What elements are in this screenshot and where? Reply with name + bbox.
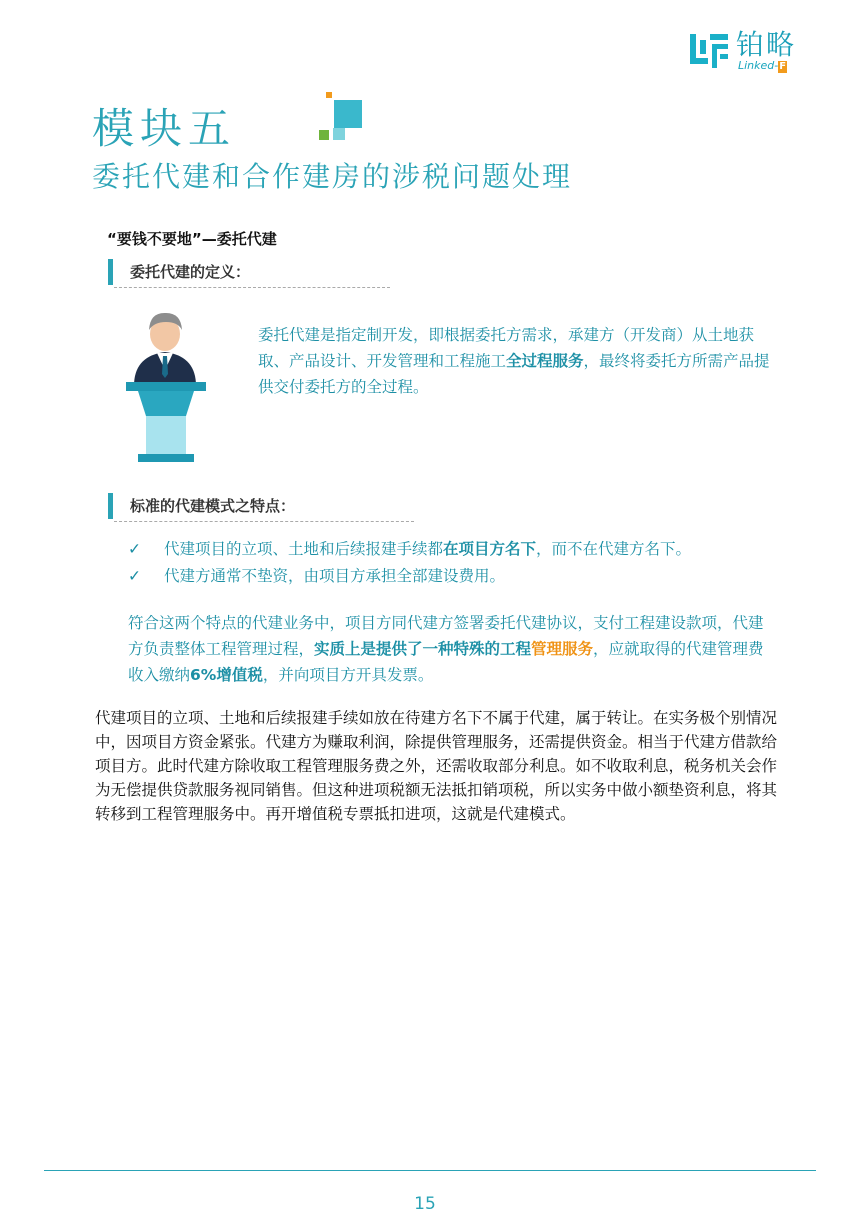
features-heading-text: 标准的代建模式之特点： (130, 497, 296, 515)
features-list (128, 536, 768, 590)
module-title: 模块五 (92, 104, 237, 153)
module-subtitle: 委托代建和合作建房的涉税问题处理 (92, 160, 573, 193)
brand-logo (690, 30, 820, 74)
decor-square-light-teal (333, 128, 345, 140)
definition-heading-text: 委托代建的定义： (130, 263, 251, 281)
section-divider (114, 521, 414, 522)
section-divider (114, 287, 390, 288)
summary-paragraph: 符合这两个特点的代建业务中，项目方同代建方签署委托代建协议，支付工程建设款项，代建方负责整体工程管理过程，实质上是提供了一种特殊的工程管理服务，应就取得的代建管理费收入缴纳6%增值税，并向项目方开具发票。 (128, 614, 764, 684)
list-item: ✓ 代建方通常不垫资，由项目方承担全部建设费用。 (128, 563, 768, 590)
logo-text-en: Linked-F (738, 59, 787, 72)
logo-mark-icon (690, 34, 730, 70)
page-number: 15 (414, 1194, 436, 1214)
decor-square-green (319, 130, 329, 140)
topic-heading: “要钱不要地”—委托代建 (107, 230, 277, 248)
definition-paragraph: 委托代建是指定制开发，即根据委托方需求，承建方（开发商）从土地获取、产品设计、开发管理和工程施工全过程服务，最终将委托方所需产品提供交付委托方的全过程。 (258, 326, 770, 396)
decor-square-orange (326, 92, 332, 98)
check-icon: ✓ (128, 540, 141, 558)
logo-text-cn: 铂略 (736, 28, 797, 61)
list-item: ✓ 代建项目的立项、土地和后续报建手续都在项目方名下，而不在代建方名下。 (128, 536, 768, 563)
presenter-podium-icon (120, 308, 212, 464)
section-bar (108, 493, 113, 519)
check-icon: ✓ (128, 567, 141, 585)
body-paragraph: 代建项目的立项、土地和后续报建手续如放在待建方名下不属于代建，属于转让。在实务极个别情况中，因项目方资金紧张。代建方为赚取利润，除提供管理服务，还需提供资金。相当于代建方借款给项目方。此时代建方除收取工程管理服务费之外，还需收取部分利息。如不收取利息，税务机关会作为无偿提供贷款服务视同销售。但这种进项税额无法抵扣销项税，所以实务中做小额垫资利息，将其转移到工程管理服务中。再开增值税专票抵扣进项，这就是代建模式。 (95, 709, 778, 823)
footer-divider (44, 1170, 816, 1171)
section-bar (108, 259, 113, 285)
decor-square-teal-large (334, 100, 362, 128)
